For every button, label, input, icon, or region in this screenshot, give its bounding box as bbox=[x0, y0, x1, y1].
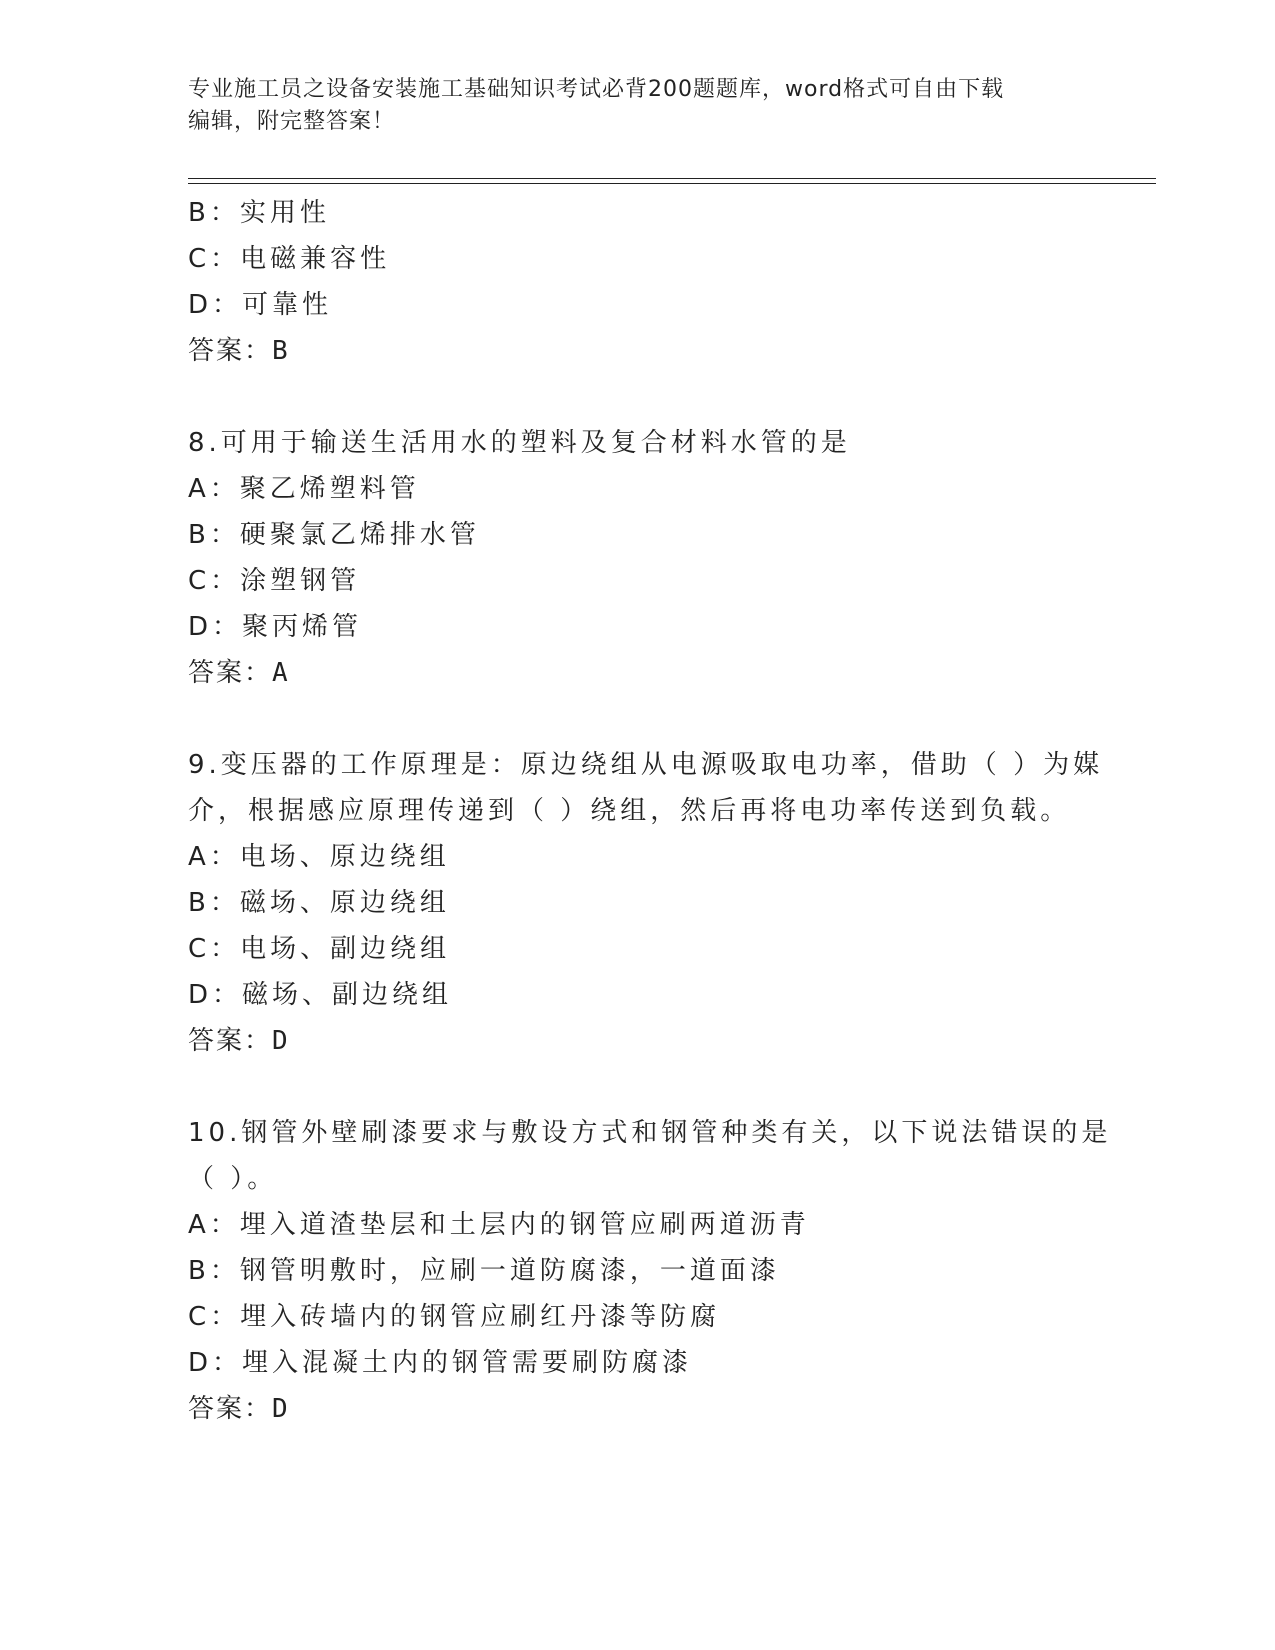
header-title-line-2: 编辑，附完整答案！ bbox=[188, 109, 396, 134]
answer-line bbox=[188, 650, 1088, 696]
answer-label: 答案： bbox=[188, 658, 273, 688]
question-text-line-1: 10.钢管外壁刷漆要求与敷设方式和钢管种类有关，以下说法错误的是 bbox=[188, 1118, 1112, 1148]
question-7-block bbox=[188, 190, 1088, 374]
header-divider-top bbox=[188, 178, 1156, 179]
spacer bbox=[188, 696, 1088, 742]
option-c: C：电场、副边绕组 bbox=[188, 934, 451, 964]
question-list bbox=[188, 190, 1112, 1432]
answer-line bbox=[188, 328, 1088, 374]
option-a: A：聚乙烯塑料管 bbox=[188, 474, 420, 504]
answer-label: 答案： bbox=[188, 1394, 273, 1424]
answer-value: D bbox=[272, 1394, 290, 1424]
answer-label: 答案： bbox=[188, 1026, 273, 1056]
answer-line bbox=[188, 1018, 1088, 1064]
option-a: A：电场、原边绕组 bbox=[188, 842, 450, 872]
option-a: A：埋入道渣垫层和土层内的钢管应刷两道沥青 bbox=[188, 1210, 810, 1240]
question-text: 8.可用于输送生活用水的塑料及复合材料水管的是 bbox=[188, 428, 851, 458]
header-divider-bottom bbox=[188, 183, 1156, 184]
option-d: D：埋入混凝土内的钢管需要刷防腐漆 bbox=[188, 1348, 693, 1378]
option-d: D：聚丙烯管 bbox=[188, 612, 363, 642]
answer-line bbox=[188, 1386, 1088, 1432]
option-c: C：电磁兼容性 bbox=[188, 244, 391, 274]
question-text-line-2: （ ）。 bbox=[188, 1164, 278, 1194]
option-b: B：实用性 bbox=[188, 198, 330, 228]
answer-label: 答案： bbox=[188, 336, 273, 366]
option-c: C：埋入砖墙内的钢管应刷红丹漆等防腐 bbox=[188, 1302, 721, 1332]
spacer bbox=[188, 1064, 1088, 1110]
option-b: B：磁场、原边绕组 bbox=[188, 888, 450, 918]
answer-value: D bbox=[272, 1026, 290, 1056]
option-d: D：可靠性 bbox=[188, 290, 333, 320]
question-10-block bbox=[188, 1110, 1112, 1432]
answer-value: B bbox=[272, 336, 290, 366]
spacer bbox=[188, 374, 1088, 420]
document-header bbox=[188, 74, 1088, 138]
option-c: C：涂塑钢管 bbox=[188, 566, 361, 596]
option-b: B：钢管明敷时，应刷一道防腐漆，一道面漆 bbox=[188, 1256, 780, 1286]
question-9-block bbox=[188, 742, 1104, 1064]
question-text-line-2: 介，根据感应原理传递到（ ）绕组，然后再将电功率传送到负载。 bbox=[188, 796, 1071, 826]
question-text-line-1: 9.变压器的工作原理是：原边绕组从电源吸取电功率，借助（ ）为媒 bbox=[188, 750, 1104, 780]
option-d: D：磁场、副边绕组 bbox=[188, 980, 453, 1010]
header-title-line-1: 专业施工员之设备安装施工基础知识考试必背200题题库，word格式可自由下载 bbox=[188, 77, 1005, 102]
question-8-block bbox=[188, 420, 1088, 696]
answer-value: A bbox=[272, 658, 290, 688]
option-b: B：硬聚氯乙烯排水管 bbox=[188, 520, 480, 550]
